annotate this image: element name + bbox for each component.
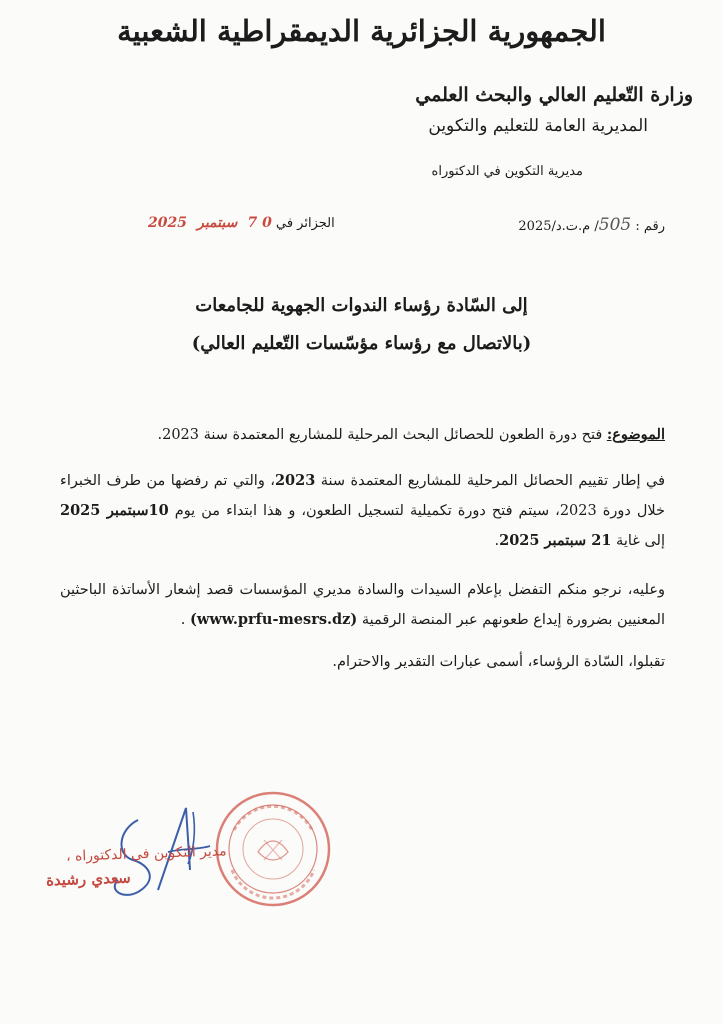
recipient-line-2: (بالاتصال مع رؤساء مؤسّسات التّعليم العالي) <box>191 333 532 354</box>
date-year: 2025 <box>148 215 187 231</box>
paragraph-1-start-date: 10سبتمبر 2025 <box>60 502 169 519</box>
paragraph-2-end: . <box>180 612 186 628</box>
subject-text: فتح دورة الطعون للحصائل البحث المرحلية للمشاريع المعتمدة سنة 2023. <box>157 427 603 443</box>
paragraph-1-year: 2023 <box>274 472 316 489</box>
document-date <box>142 215 335 231</box>
reference-code: م.ت.د/2025 <box>518 219 591 234</box>
reference-number: رقم : 505/ م.ت.د/2025 <box>518 215 665 235</box>
reference-value: 505 <box>598 215 632 235</box>
republic-header: الجمهورية الجزائرية الديمقراطية الشعبية <box>117 14 606 48</box>
paragraph-2 <box>60 576 665 635</box>
paragraph-1 <box>60 466 665 556</box>
paragraph-1-end-date: 21 سبتمبر 2025 <box>499 532 612 549</box>
closing-formula: تقبلوا، السّادة الرؤساء، أسمى عبارات التقدير والاحترام. <box>332 654 665 670</box>
reference-label: رقم : <box>635 219 665 234</box>
paragraph-1-part-1: في إطار تقييم الحصائل المرحلية للمشاريع المعتمدة سنة <box>320 473 666 489</box>
date-month: سبتمبر <box>197 215 238 231</box>
date-day: 0 7 <box>247 215 272 231</box>
paragraph-1-end: . <box>494 533 500 549</box>
paragraph-1-part-2: ، والتي تم رفضها من طرف الخبراء خلال دورة 2023، سيتم فتح دورة تكميلية لتسجيل الطعون، و هذا ابتداء من يوم <box>60 473 665 519</box>
official-seal-icon <box>214 790 332 908</box>
date-place: الجزائر في <box>276 216 335 231</box>
recipient-line-1: إلى السّادة رؤساء الندوات الجهوية للجامعات <box>195 295 528 316</box>
directorate-name: المديرية العامة للتعليم والتكوين <box>428 116 648 136</box>
subject-label: الموضوع: <box>606 426 665 443</box>
paragraph-1-part-3: إلى غاية <box>616 533 665 549</box>
ministry-name: وزارة التّعليم العالي والبحث العلمي <box>415 84 693 106</box>
subject-line <box>60 420 665 450</box>
subdirectorate-name: مديرية التكوين في الدكتوراه <box>431 164 583 179</box>
platform-url: (www.prfu-mesrs.dz) <box>189 611 358 628</box>
signatory-name: سعدي رشيدة <box>45 868 132 890</box>
signatory-title: مدير التكوين في الدكتوراه ، <box>65 843 227 865</box>
paragraph-2-text: وعليه، نرجو منكم التفضل بإعلام السيدات والسادة مديري المؤسسات قصد إشعار الأساتذة الباحثين المعنيين بضرورة إيداع طعونهم عبر المنصة الرقمية <box>60 582 665 628</box>
